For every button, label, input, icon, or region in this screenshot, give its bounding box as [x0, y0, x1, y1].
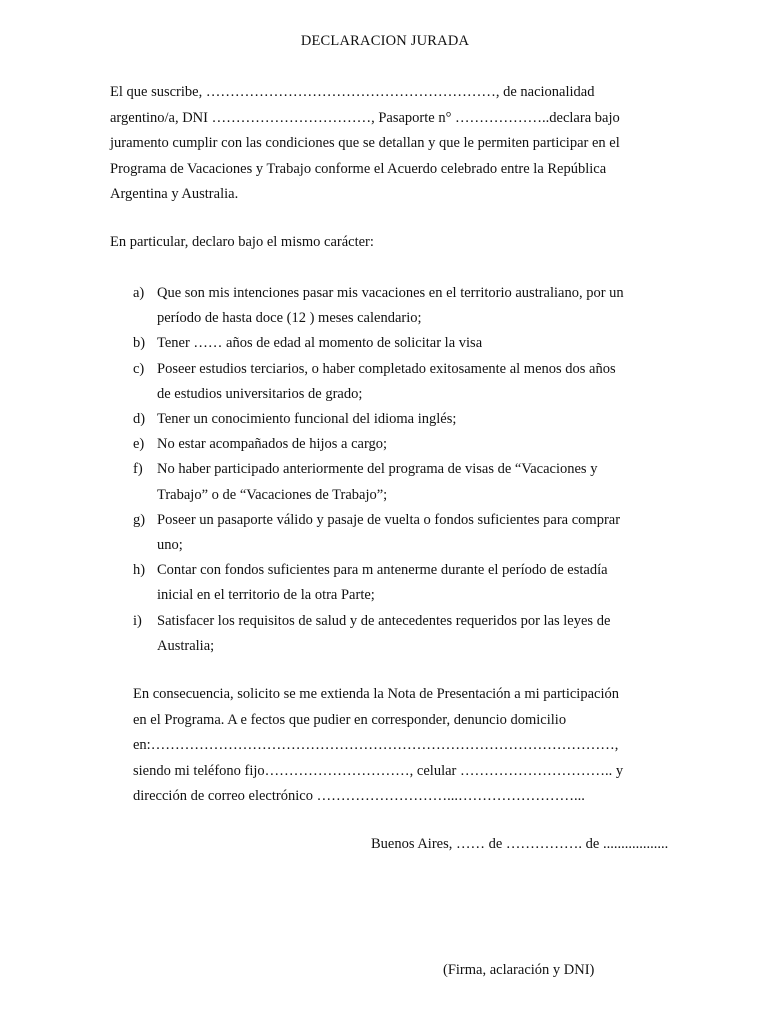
- item-marker: e): [133, 436, 145, 453]
- intro-line: Programa de Vacaciones y Trabajo conforme el Acuerdo celebrado entre la República: [110, 160, 607, 177]
- closing-line: en el Programa. A e fectos que pudier en corresponder, denuncio domicilio: [133, 711, 567, 728]
- item-marker: c): [133, 360, 145, 377]
- place-date-line: Buenos Aires, …… de ……………. de ..................: [371, 836, 669, 852]
- particular-heading: En particular, declaro bajo el mismo carácter:: [110, 234, 374, 250]
- item-line: Poseer estudios terciarios, o haber completado exitosamente al menos dos años: [157, 360, 616, 377]
- item-line: inicial en el territorio de la otra Parte;: [157, 587, 375, 604]
- item-marker: d): [133, 411, 146, 428]
- item-marker: h): [133, 562, 146, 579]
- condition-item-h: [0, 558, 662, 608]
- condition-item-c: [0, 357, 662, 407]
- item-marker: f): [133, 461, 143, 478]
- condition-item-f: [0, 457, 662, 507]
- item-line: de estudios universitarios de grado;: [157, 385, 363, 402]
- item-line: uno;: [157, 537, 183, 554]
- phone-line: siendo mi teléfono fijo…………………………, celular ………………………….. y: [133, 762, 624, 779]
- item-line: Satisfacer los requisitos de salud y de antecedentes requeridos por las leyes de: [157, 612, 611, 629]
- item-line: Tener un conocimiento funcional del idioma inglés;: [157, 411, 457, 428]
- signature-label: (Firma, aclaración y DNI): [443, 962, 595, 978]
- condition-item-a: [0, 281, 662, 331]
- intro-line: juramento cumplir con las condiciones que se detallan y que le permiten participar en el: [110, 135, 620, 151]
- condition-item-g: [0, 508, 662, 558]
- item-marker: b): [133, 335, 146, 352]
- item-marker: a): [133, 285, 145, 301]
- closing-paragraph: [133, 682, 660, 810]
- intro-line: El que suscribe, ……………………………………………………, de nacionalidad: [110, 84, 595, 100]
- item-line: Poseer un pasaporte válido y pasaje de vuelta o fondos suficientes para comprar: [157, 511, 621, 528]
- item-line: Que son mis intenciones pasar mis vacaciones en el territorio australiano, por un: [157, 285, 624, 301]
- item-line: Trabajo” o de “Vacaciones de Trabajo”;: [157, 486, 388, 503]
- item-line: Tener …… años de edad al momento de solicitar la visa: [157, 335, 483, 352]
- domicile-line: en:……………………………………………………………………………………,: [133, 737, 619, 753]
- item-line: No haber participado anteriormente del programa de visas de “Vacaciones y: [157, 461, 598, 478]
- intro-line: argentino/a, DNI ……………………………, Pasaporte n° ………………..declara bajo: [110, 109, 620, 126]
- condition-item-e: [0, 432, 662, 457]
- condition-item-b: [0, 331, 662, 356]
- condition-item-i: [0, 609, 662, 659]
- item-line: Contar con fondos suficientes para m antenerme durante el período de estadía: [157, 562, 608, 579]
- item-line: Australia;: [157, 637, 215, 654]
- item-marker: i): [133, 612, 142, 629]
- document-title: DECLARACION JURADA: [300, 33, 470, 49]
- email-line: dirección de correo electrónico ………………………...……………………...: [133, 788, 585, 804]
- conditions-list: [0, 281, 770, 659]
- intro-paragraph: [110, 80, 662, 208]
- item-line: período de hasta doce (12 ) meses calendario;: [157, 310, 422, 327]
- condition-item-d: [0, 407, 662, 432]
- item-line: No estar acompañados de hijos a cargo;: [157, 436, 388, 453]
- item-marker: g): [133, 511, 146, 528]
- intro-line: Argentina y Australia.: [110, 186, 239, 202]
- closing-line: En consecuencia, solicito se me extienda la Nota de Presentación a mi participación: [133, 686, 619, 702]
